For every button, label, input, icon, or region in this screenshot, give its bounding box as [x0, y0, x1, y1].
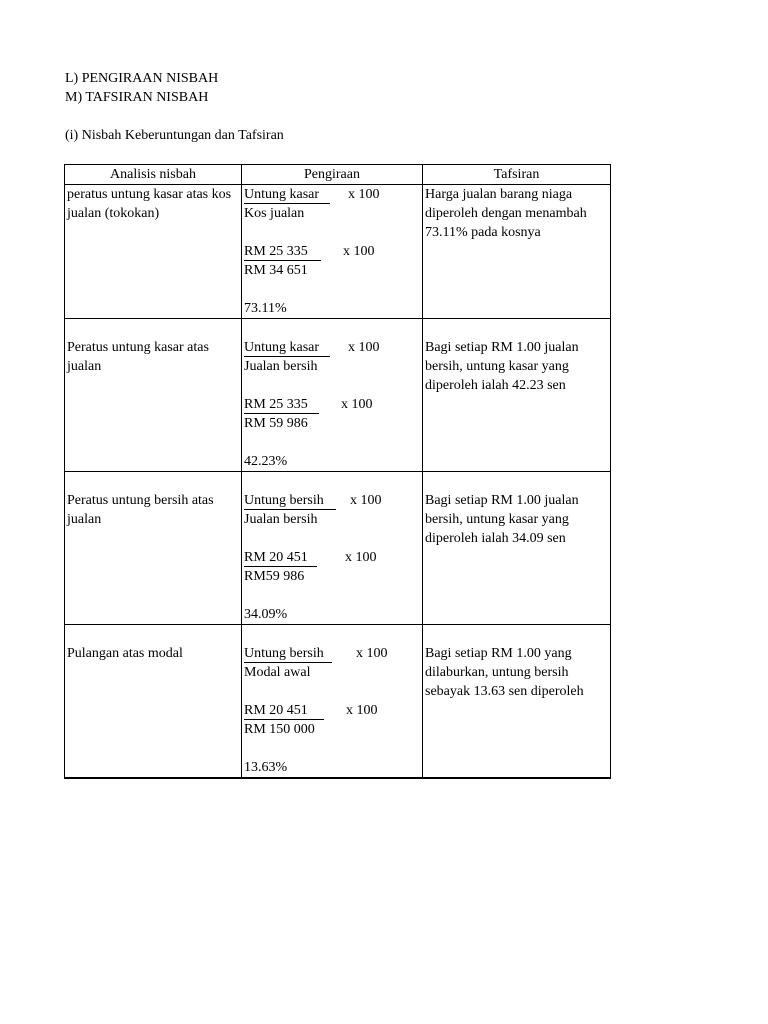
result-value: 42.23% [244, 454, 288, 469]
table-row [65, 625, 611, 779]
formula-numerator: Untung bersih [244, 492, 336, 510]
interpretation-text: Bagi setiap RM 1.00 jualan bersih, untung kasar yang diperoleh ialah 42.23 sen [425, 340, 579, 393]
header-calculation: Pengiraan [242, 165, 423, 185]
formula-numerator: Untung kasar [244, 186, 330, 204]
interpretation-text: Harga jualan barang niaga diperoleh dengan menambah 73.11% pada kosnya [425, 187, 587, 240]
formula-denominator: Jualan bersih [244, 512, 318, 527]
formula-multiplier: x 100 [356, 646, 388, 661]
interpretation-cell [423, 625, 611, 779]
calc-denominator: RM 59 986 [244, 416, 308, 431]
interpretation-cell [423, 472, 611, 625]
result-value: 73.11% [244, 301, 287, 316]
calc-multiplier: x 100 [341, 397, 373, 412]
calc-numerator: RM 25 335 [244, 243, 321, 261]
analysis-cell [65, 319, 242, 472]
interpretation-text: Bagi setiap RM 1.00 yang dilaburkan, untung bersih sebayak 13.63 sen diperoleh [425, 646, 584, 699]
formula-multiplier: x 100 [348, 340, 380, 355]
result-value: 34.09% [244, 607, 288, 622]
ratio-table [64, 164, 611, 779]
analysis-cell [65, 625, 242, 779]
table-row [65, 472, 611, 625]
formula-denominator: Kos jualan [244, 206, 305, 221]
analysis-label: Peratus untung bersih atas jualan [67, 493, 214, 527]
formula-multiplier: x 100 [350, 493, 382, 508]
section-title: (i) Nisbah Keberuntungan dan Tafsiran [65, 128, 284, 143]
interpretation-cell [423, 319, 611, 472]
interpretation-text: Bagi setiap RM 1.00 jualan bersih, untung kasar yang diperoleh ialah 34.09 sen [425, 493, 579, 546]
calculation-cell [242, 625, 423, 779]
calc-multiplier: x 100 [345, 550, 377, 565]
header-interpretation: Tafsiran [423, 165, 611, 185]
calc-numerator: RM 20 451 [244, 549, 317, 567]
calc-denominator: RM 34 651 [244, 263, 308, 278]
table-row [65, 185, 611, 319]
interpretation-cell [423, 185, 611, 319]
heading-interpretation: M) TAFSIRAN NISBAH [65, 90, 209, 105]
calculation-cell [242, 472, 423, 625]
calc-denominator: RM 150 000 [244, 722, 315, 737]
formula-denominator: Modal awal [244, 665, 311, 680]
calc-numerator: RM 25 335 [244, 396, 319, 414]
analysis-cell [65, 185, 242, 319]
formula-numerator: Untung kasar [244, 339, 330, 357]
calc-multiplier: x 100 [346, 703, 378, 718]
result-value: 13.63% [244, 760, 288, 775]
calc-multiplier: x 100 [343, 244, 375, 259]
formula-multiplier: x 100 [348, 187, 380, 202]
calculation-cell [242, 185, 423, 319]
formula-numerator: Untung bersih [244, 645, 332, 663]
formula-denominator: Jualan bersih [244, 359, 318, 374]
header-analysis: Analisis nisbah [65, 165, 242, 185]
analysis-label: Peratus untung kasar atas jualan [67, 340, 209, 374]
analysis-label: Pulangan atas modal [67, 646, 183, 661]
heading-calculation: L) PENGIRAAN NISBAH [65, 71, 219, 86]
calc-denominator: RM59 986 [244, 569, 305, 584]
calc-numerator: RM 20 451 [244, 702, 324, 720]
analysis-label: peratus untung kasar atas kos jualan (tokokan) [67, 187, 232, 221]
table-header-row [65, 165, 611, 185]
analysis-cell [65, 472, 242, 625]
table-row [65, 319, 611, 472]
calculation-cell [242, 319, 423, 472]
